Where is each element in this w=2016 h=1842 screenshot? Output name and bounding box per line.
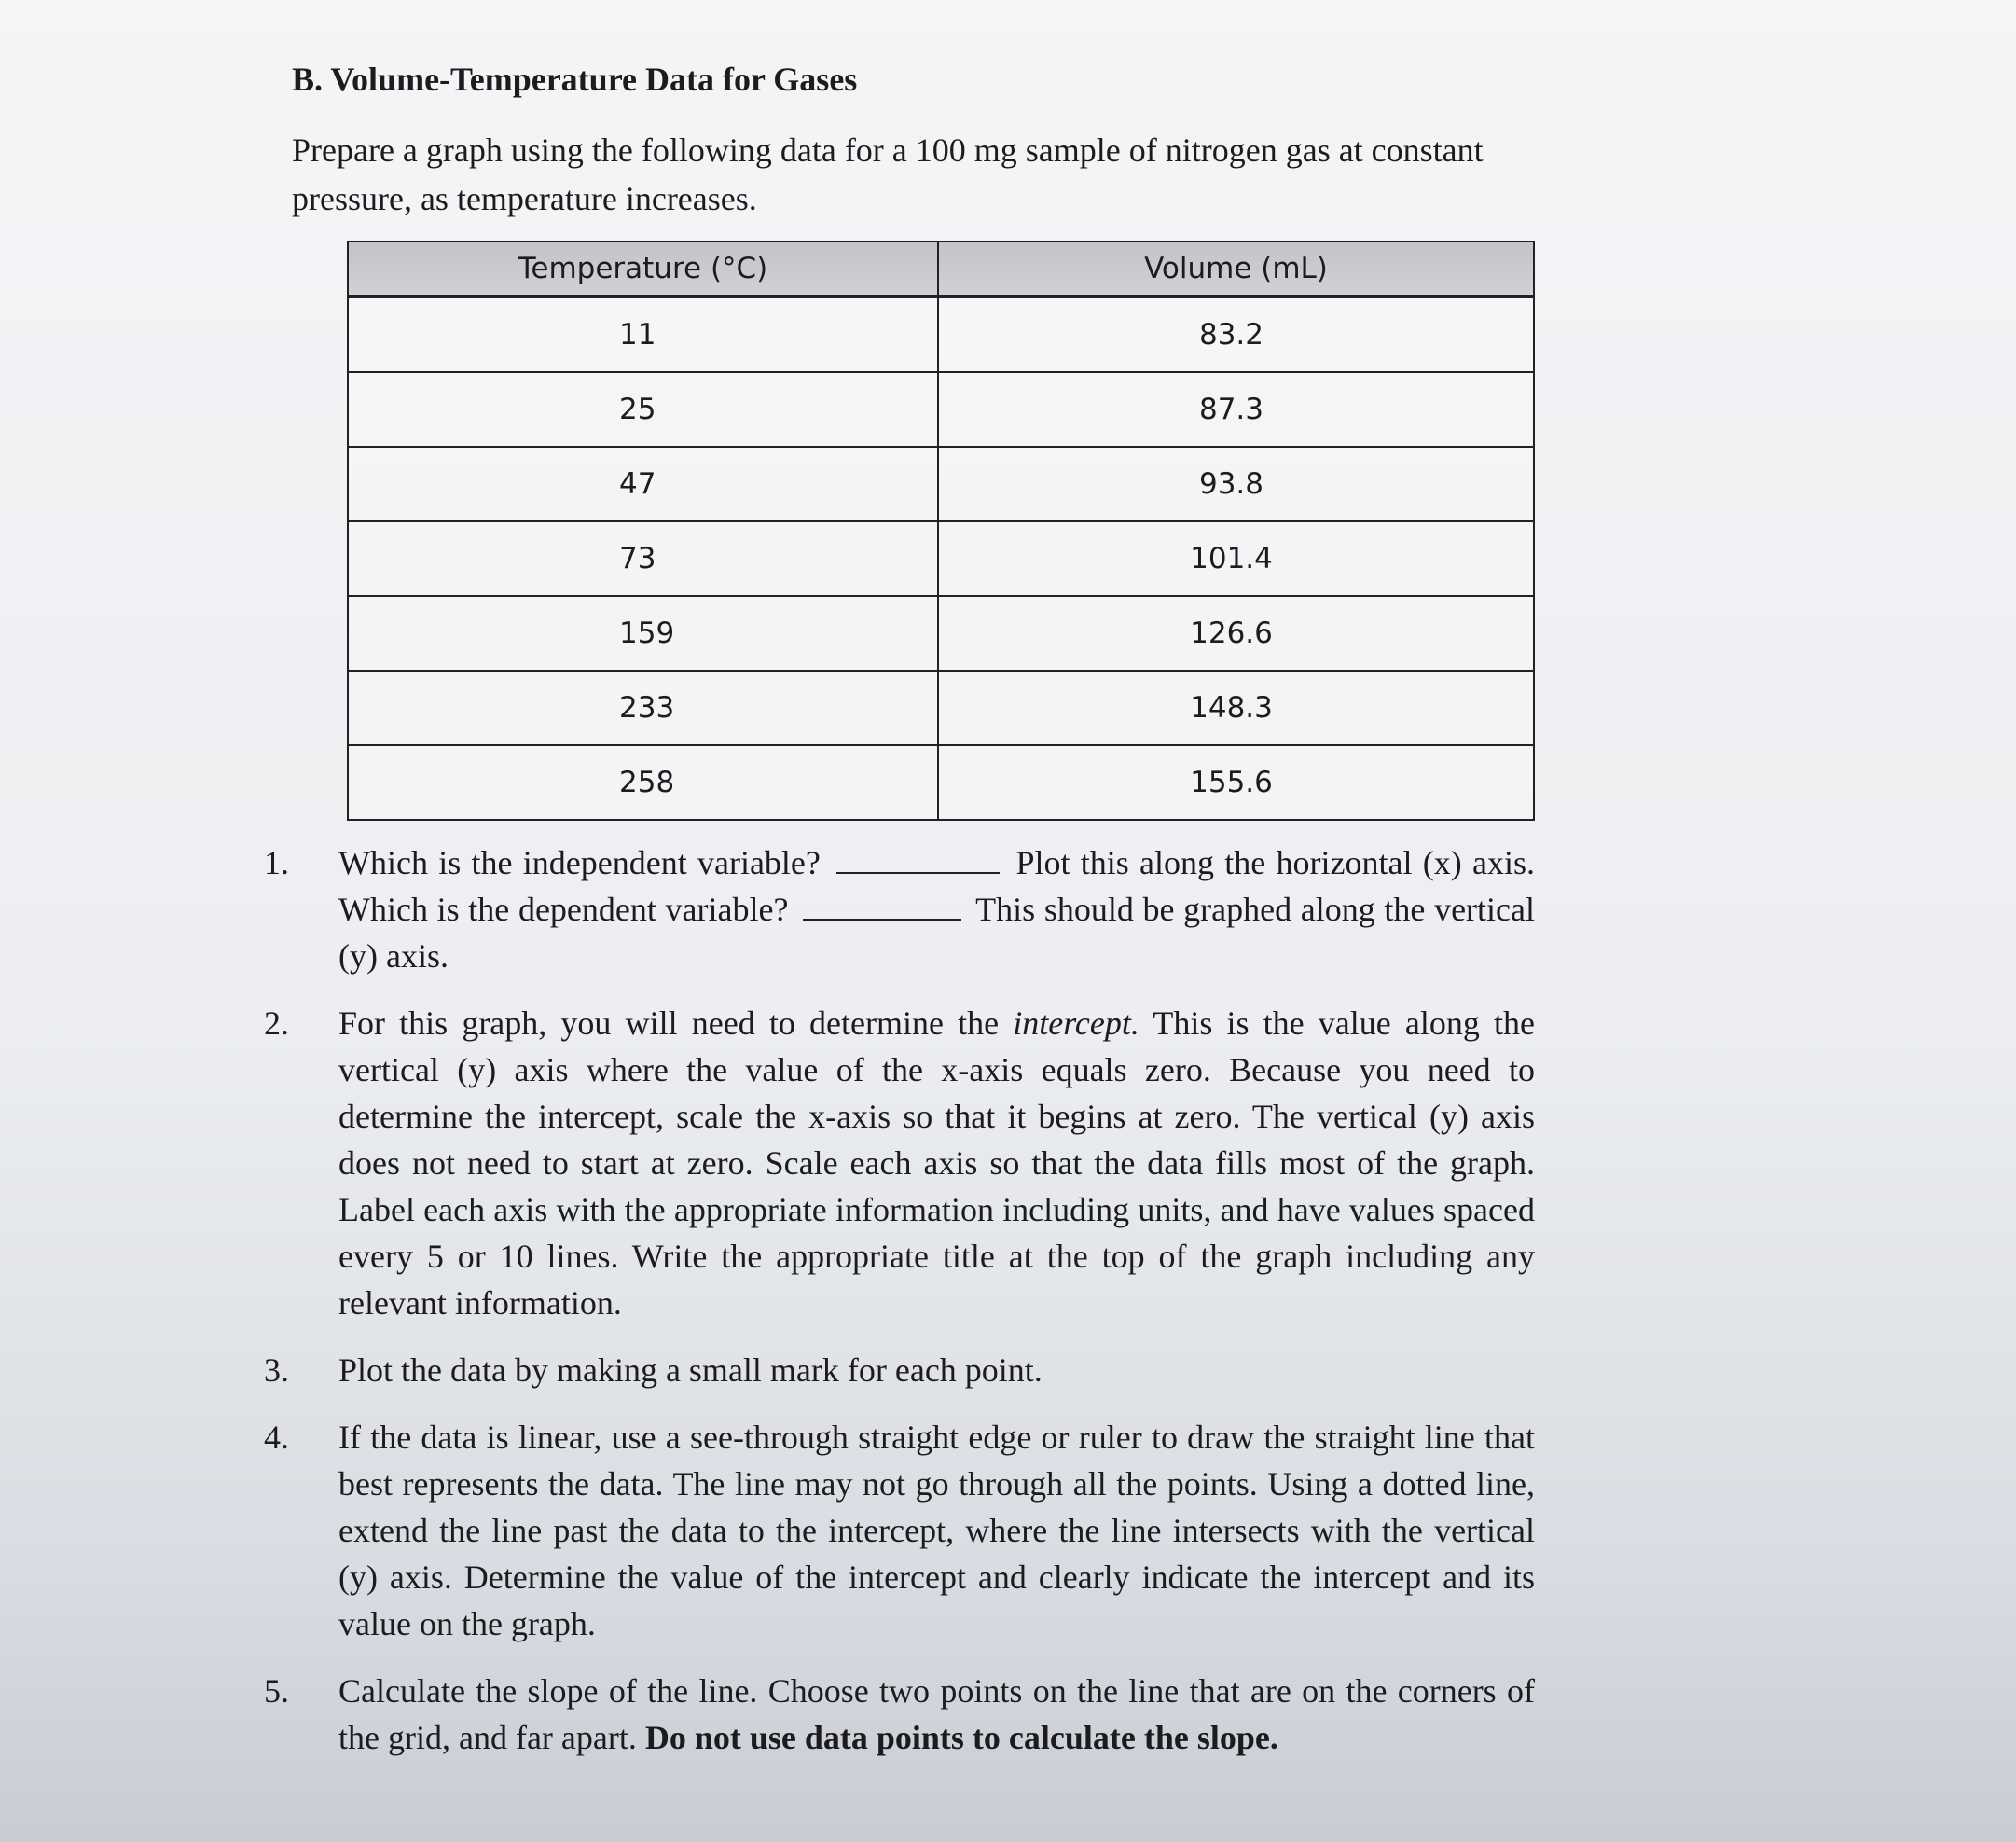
question-5-text: Calculate the slope of the line. Choose two points on the line that are on the corners of the grid, and far apart. bbox=[338, 1672, 1535, 1756]
question-3-text: Plot the data by making a small mark for each point. bbox=[338, 1351, 1043, 1389]
data-table bbox=[347, 241, 1535, 821]
question-5-bold: Do not use data points to calculate the slope. bbox=[644, 1719, 1278, 1756]
question-number: 1. bbox=[264, 844, 289, 881]
volume-cell: 101.4 bbox=[938, 521, 1534, 596]
dependent-variable-blank[interactable] bbox=[803, 891, 961, 921]
question-1-part1: Which is the independent variable? bbox=[338, 844, 821, 881]
volume-cell: 126.6 bbox=[938, 596, 1534, 671]
question-number: 5. bbox=[264, 1672, 289, 1710]
temperature-cell: 233 bbox=[348, 671, 938, 745]
question-number: 4. bbox=[264, 1419, 289, 1456]
table-row bbox=[348, 297, 1534, 372]
intercept-term: intercept. bbox=[1013, 1004, 1139, 1042]
table-row bbox=[348, 447, 1534, 521]
table-row bbox=[348, 372, 1534, 447]
volume-cell: 87.3 bbox=[938, 372, 1534, 447]
question-5 bbox=[264, 1668, 1535, 1761]
temperature-cell: 159 bbox=[348, 596, 938, 671]
intro-paragraph: Prepare a graph using the following data for a 100 mg sample of nitrogen gas at constant pressure, as temperature increases. bbox=[292, 132, 1484, 217]
question-number: 2. bbox=[264, 1004, 289, 1042]
question-4 bbox=[264, 1414, 1535, 1647]
volume-cell: 148.3 bbox=[938, 671, 1534, 745]
table-row bbox=[348, 521, 1534, 596]
column-header-volume: Volume (mL) bbox=[938, 242, 1534, 297]
question-list bbox=[264, 839, 1535, 1781]
temperature-cell: 25 bbox=[348, 372, 938, 447]
question-1 bbox=[264, 839, 1535, 979]
temperature-cell: 47 bbox=[348, 447, 938, 521]
question-3 bbox=[264, 1347, 1535, 1393]
question-number: 3. bbox=[264, 1351, 289, 1389]
volume-cell: 83.2 bbox=[938, 297, 1534, 372]
volume-cell: 155.6 bbox=[938, 745, 1534, 820]
question-2 bbox=[264, 1000, 1535, 1326]
table-header-row bbox=[348, 242, 1534, 297]
question-2-before: For this graph, you will need to determine the bbox=[338, 1004, 1014, 1042]
table-row bbox=[348, 671, 1534, 745]
independent-variable-blank[interactable] bbox=[836, 844, 1000, 874]
section-heading: B. Volume-Temperature Data for Gases bbox=[292, 61, 858, 98]
question-1-part3: This should be graphed along the vertical (y) axis. bbox=[338, 891, 1536, 975]
column-header-temperature: Temperature (°C) bbox=[348, 242, 938, 297]
question-4-text: If the data is linear, use a see-through straight edge or ruler to draw the straight line that best represents the data. The line may not go through all the points. Using a dotted line, extend the line past the data to the intercept, where the line intersects with the vertical (y) axis. Determine the value of the intercept and clearly indicate the intercept and its value on the graph. bbox=[338, 1419, 1535, 1642]
volume-cell: 93.8 bbox=[938, 447, 1534, 521]
question-2-after: This is the value along the vertical (y) axis where the value of the x-axis equals zero. Because you need to determine the intercept, scale the x-axis so that it begins at zero. The vertical (y) axis does not need to start at zero. Scale each axis so that the data fills most of the graph. Label each axis with the appropriate information including units, and have values spaced every 5 or 10 lines. Write the appropriate title at the top of the graph including any relevant information. bbox=[338, 1004, 1536, 1322]
table-row bbox=[348, 596, 1534, 671]
table-row bbox=[348, 745, 1534, 820]
temperature-cell: 258 bbox=[348, 745, 938, 820]
temperature-cell: 11 bbox=[348, 297, 938, 372]
question-1-part2: Plot this along the horizontal (x) axis. Which is the dependent variable? bbox=[338, 844, 1536, 928]
temperature-cell: 73 bbox=[348, 521, 938, 596]
